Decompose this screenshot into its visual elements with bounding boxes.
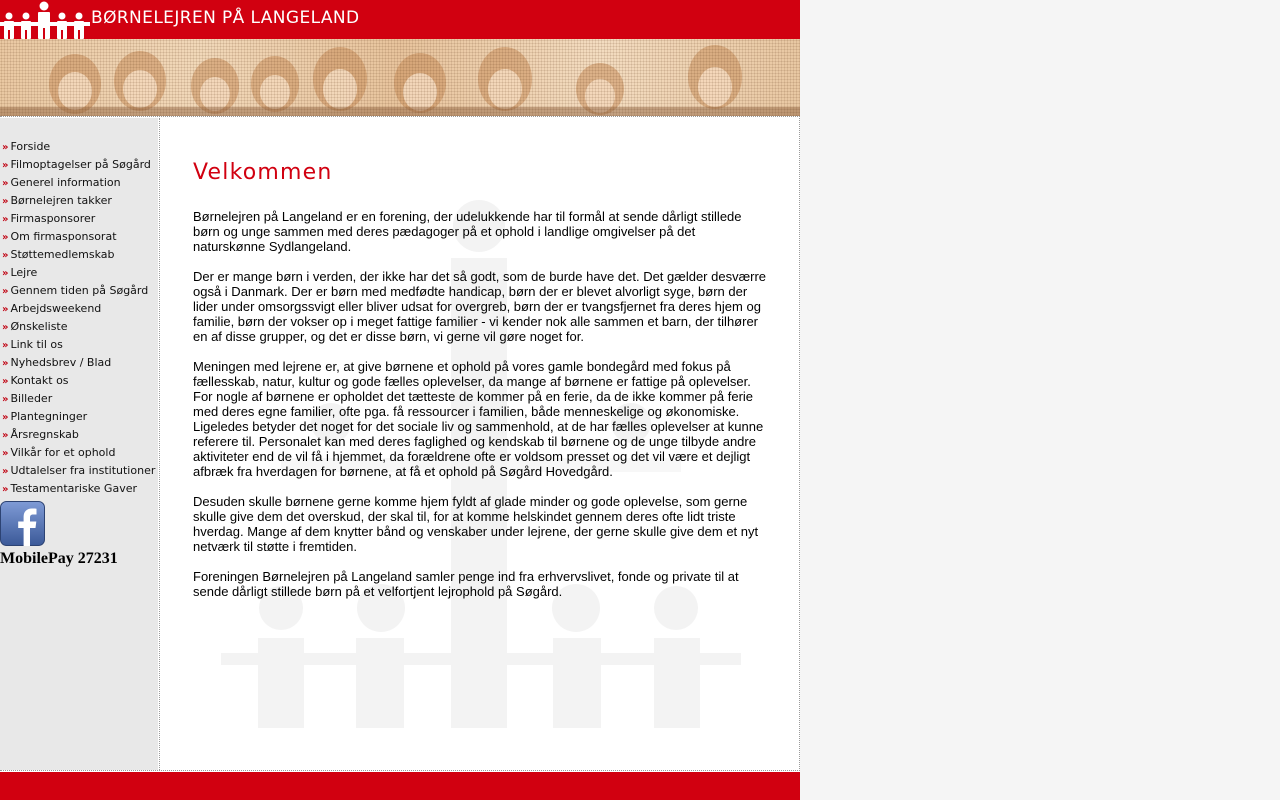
nav-item-label: Firmasponsorer (10, 212, 96, 225)
nav-item-lejre[interactable] (0, 265, 155, 283)
banner-texture (0, 39, 800, 116)
chevron-right-icon: » (2, 142, 8, 153)
nav-item-label: Billeder (10, 392, 53, 405)
footer-bar (0, 772, 800, 800)
paragraph: Meningen med lejrene er, at give børnene et ophold på vores gamle bondegård med fokus på fællesskab, natur, kultur og gode fælles oplevelser, da mange af børnene er fattige på oplevelser. For nogle af børnene er opholdet det tætteste de kommer på en ferie, da de ikke kommer på ferie med deres egne familier, ofte pga. få ressourcer i familien, både menneskelige og økonomiske. Ligeledes betyder det noget for det sociale liv og sammenhold, at de har fælles oplevelser at kunne referere til. Personalet kan med deres faglighed og kendskab til børnene og de unge tilbyde andre aktiviteter end de vil få i hjemmet, da forældrene ofte er voldsom presset og det vil være et dejligt afbræk fra hverdagen for børnene, at få et ophold på Søgård Hovedgård. (193, 359, 764, 479)
chevron-right-icon: » (2, 430, 8, 441)
nav-item-filmoptagelser[interactable] (0, 157, 155, 175)
header-bar (0, 0, 800, 39)
chevron-right-icon: » (2, 250, 8, 261)
nav-item-link-til-os[interactable] (0, 337, 155, 355)
nav-item-label: Nyhedsbrev / Blad (10, 356, 112, 369)
paragraph: Foreningen Børnelejren på Langeland samler penge ind fra erhvervslivet, fonde og private til at sende dårligt stillede børn på et velfortjent lejrophold på Søgård. (193, 569, 739, 599)
nav-item-label: Gennem tiden på Søgård (10, 284, 149, 297)
paragraph: Børnelejren på Langeland er en forening, der udelukkende har til formål at sende dårligt stillede børn og unge sammen med deres pædagoger på et ophold i landlige omgivelser på det naturskønne Sydlangeland. (193, 209, 742, 254)
chevron-right-icon: » (2, 178, 8, 189)
nav-item-nyhedsbrev[interactable] (0, 355, 155, 373)
nav-item-label: Årsregnskab (10, 428, 79, 441)
nav-item-label: Arbejdsweekend (10, 302, 102, 315)
nav-item-label: Børnelejren takker (10, 194, 112, 207)
chevron-right-icon: » (2, 484, 8, 495)
children-group-photo (0, 39, 800, 116)
chevron-right-icon: » (2, 196, 8, 207)
site-title: BØRNELEJREN PÅ LANGELAND (91, 8, 360, 28)
chevron-right-icon: » (2, 304, 8, 315)
nav-item-om-firmasponsorat[interactable] (0, 229, 155, 247)
nav-item-kontakt-os[interactable] (0, 373, 155, 391)
nav-item-label: Plantegninger (10, 410, 88, 423)
nav-item-label: Generel information (10, 176, 121, 189)
sidebar-divider (159, 118, 160, 770)
nav-item-plantegninger[interactable] (0, 409, 155, 427)
nav-item-testamentariske-gaver[interactable] (0, 481, 155, 499)
paragraph: Desuden skulle børnene gerne komme hjem fyldt af glade minder og gode oplevelse, som gerne skulle give dem det overskud, der skal til, for at komme helskindet gennem deres ofte lidt triste hverdag. Mange af dem knytter bånd og venskaber under lejrene, der gerne skulle give dem et nyt netværk til støtte i fremtiden. (193, 494, 759, 554)
nav-item-label: Vilkår for et ophold (10, 446, 116, 459)
chevron-right-icon: » (2, 358, 8, 369)
article-body (193, 209, 769, 614)
nav-item-label: Filmoptagelser på Søgård (10, 158, 151, 171)
sidebar (0, 118, 158, 770)
nav-item-gennem-tiden[interactable] (0, 283, 155, 301)
chevron-right-icon: » (2, 376, 8, 387)
sidebar-nav (0, 139, 155, 499)
chevron-right-icon: » (2, 160, 8, 171)
divider (0, 770, 800, 771)
nav-item-label: Støttemedlemskab (10, 248, 115, 261)
chevron-right-icon: » (2, 340, 8, 351)
nav-item-label: Lejre (10, 266, 38, 279)
nav-item-label: Link til os (10, 338, 63, 351)
page-title: Velkommen (193, 160, 333, 185)
main-content (161, 118, 798, 770)
chevron-right-icon: » (2, 322, 8, 333)
nav-item-bornelejren-takker[interactable] (0, 193, 155, 211)
nav-item-forside[interactable] (0, 139, 155, 157)
nav-item-label: Forside (10, 140, 51, 153)
chevron-right-icon: » (2, 466, 8, 477)
divider (0, 116, 800, 117)
facebook-icon (0, 501, 45, 546)
chevron-right-icon: » (2, 286, 8, 297)
chevron-right-icon: » (2, 394, 8, 405)
nav-item-onskeliste[interactable] (0, 319, 155, 337)
nav-item-label: Kontakt os (10, 374, 69, 387)
nav-item-label: Udtalelser fra institutioner (10, 464, 156, 477)
nav-item-label: Testamentariske Gaver (10, 482, 137, 495)
mobilepay-number: MobilePay 27231 (0, 550, 118, 567)
nav-item-vilkar[interactable] (0, 445, 155, 463)
chevron-right-icon: » (2, 412, 8, 423)
chevron-right-icon: » (2, 448, 8, 459)
nav-item-label: Om firmasponsorat (10, 230, 117, 243)
divider (799, 116, 800, 771)
nav-item-firmasponsorer[interactable] (0, 211, 155, 229)
paragraph: Der er mange børn i verden, der ikke har det så godt, som de burde have det. Det gælder desværre også i Danmark. Der er børn med medfødte handicap, børn der er blevet alvorligt syge, børn der lider under omsorgssvigt eller bliver udsat for overgreb, børn der er tvangsfjernet fra deres hjem og familie, børn der vokser op i meget fattige familier - vi kender nok alle sammen et barn, der tilhører en af disse grupper, og det er disse børn, vi gerne vil gøre noget for. (193, 269, 767, 344)
chevron-right-icon: » (2, 214, 8, 225)
nav-item-stottemedlemskab[interactable] (0, 247, 155, 265)
nav-item-billeder[interactable] (0, 391, 155, 409)
nav-item-label: Ønskeliste (10, 320, 68, 333)
chevron-right-icon: » (2, 268, 8, 279)
nav-item-generel-information[interactable] (0, 175, 155, 193)
nav-item-udtalelser[interactable] (0, 463, 155, 481)
nav-item-arbejdsweekend[interactable] (0, 301, 155, 319)
children-holding-hands-logo[interactable] (0, 0, 90, 39)
nav-item-arsregnskab[interactable] (0, 427, 155, 445)
facebook-link[interactable] (0, 501, 45, 546)
chevron-right-icon: » (2, 232, 8, 243)
